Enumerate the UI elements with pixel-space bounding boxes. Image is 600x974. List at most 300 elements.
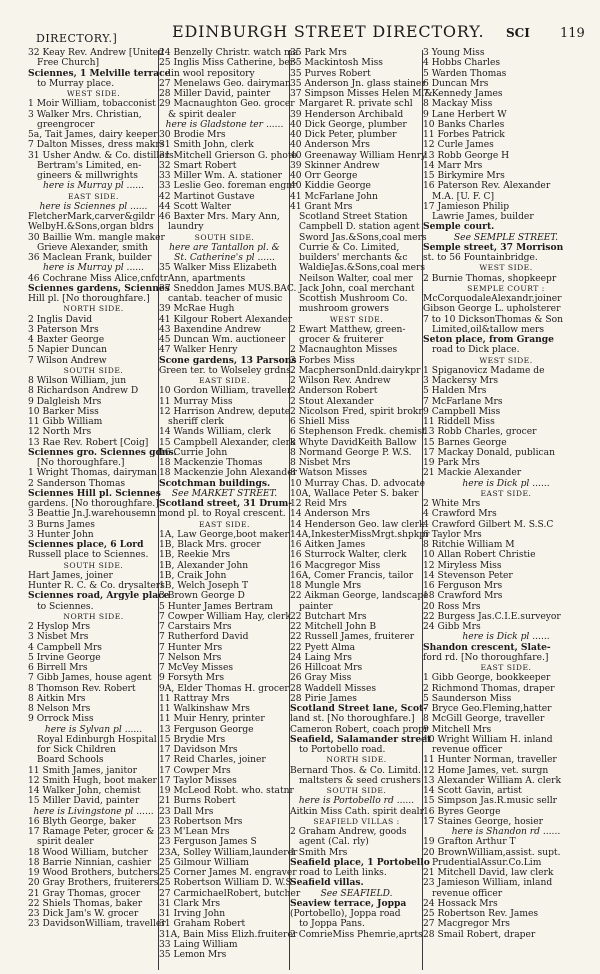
directory-entry: 44 Scott Walter <box>159 201 231 212</box>
street-heading: Sciennes road, Argyle place <box>28 590 170 602</box>
directory-entry: 7 to 10 DicksonThomas & Son <box>423 314 563 325</box>
directory-entry: 33 Laing William <box>159 939 238 950</box>
directory-entry: 25 Robertson William D. W.S <box>159 878 292 889</box>
directory-entry: 6 Stephenson Fredk. chemist <box>290 427 426 438</box>
directory-entry: 11 Smith James, janitor <box>28 765 138 776</box>
directory-entry: 11 Riddell Miss <box>423 417 495 427</box>
directory-entry: 8 Richardson Andrew D <box>28 386 139 397</box>
entry-continuation: to Joppa Pans. <box>299 919 365 930</box>
entry-continuation: spirit dealer <box>37 837 94 848</box>
directory-entry: 15 Campbell Alexander, clerk <box>159 437 296 448</box>
directory-entry: 14 Stevenson Peter <box>423 570 513 581</box>
directory-entry: Hunter R. C. & Co. drysalters <box>28 581 165 591</box>
directory-entry: 1B, Craik John <box>159 570 227 581</box>
entry-continuation: Scottish Mushroom Co. <box>299 294 408 304</box>
directory-entry: 7 McFarlane Mrs <box>423 396 503 407</box>
entry-continuation: to Sciennes. <box>37 601 94 612</box>
directory-entry: mond pl. to Royal crescent. <box>159 509 286 520</box>
directory-entry: 3 Beattie Jn.J.warehousemn <box>28 509 156 520</box>
cross-street-note: here is Murray pl ...... <box>43 263 144 274</box>
directory-entry: 5 Irvine George <box>28 652 101 663</box>
directory-entry: 35 Park Mrs <box>290 48 347 58</box>
entry-continuation: Neilson Walter, coal mer <box>299 273 413 284</box>
directory-entry: 16 Byres George <box>423 806 501 817</box>
directory-entry: 1B, Welch Joseph T <box>159 581 249 591</box>
directory-entry: 37 Sneddon James MUS.BAC. <box>159 283 297 294</box>
directory-entry: 36 Maclean Frank, builder <box>28 253 152 263</box>
directory-entry: 32 Smart Robert <box>159 160 237 171</box>
cross-street-note: St. Catherine's pl ...... <box>174 253 275 263</box>
directory-entry: 6 Taylor Mrs <box>423 529 482 540</box>
directory-entry: 15 Simpson Jas.R.music sellr <box>423 796 558 807</box>
directory-entry: 20 Ross Mrs <box>423 601 481 612</box>
directory-entry: 25 Inglis Miss Catherine, ber- <box>159 58 298 69</box>
directory-entry: 10 Barker Miss <box>28 406 99 417</box>
directory-entry: 41 Kilgour Robert Alexander <box>159 314 293 325</box>
directory-entry: 45 Duncan Wm. auctioneer <box>159 335 286 345</box>
directory-entry: 39 Skinner Andrew <box>290 160 380 171</box>
directory-entry: 23 M'Lean Mrs <box>159 827 230 837</box>
directory-entry: 10 Wright William H. inland <box>423 734 553 745</box>
directory-entry: 7 Nelson Mrs <box>159 652 222 663</box>
directory-entry: 5a, Tait James, dairy keeper <box>28 130 158 140</box>
cross-street-note: here is Livingstone pl ...... <box>33 806 154 817</box>
directory-entry: 1B, Alexander John <box>159 560 249 571</box>
directory-entry: 17 Davidson Mrs <box>159 745 238 755</box>
side-label: EAST SIDE. <box>199 519 250 529</box>
entry-continuation: painter <box>299 601 333 612</box>
directory-entry: 22 Russell James, fruiterer <box>290 632 415 643</box>
directory-entry: st. to 56 Fountainbridge. <box>423 253 538 263</box>
directory-entry: 13 Alexander William A. clerk <box>423 775 561 786</box>
street-heading: Seafield place, 1 Portobello <box>290 856 430 868</box>
cross-street-note: See MARKET STREET. <box>171 488 278 499</box>
directory-entry: 40 Kiddie George <box>290 181 371 192</box>
entry-continuation: Ann, apartments <box>168 273 246 284</box>
directory-entry: 31A, Bain Miss Elizh.fruiterer <box>159 929 298 940</box>
directory-entry: 2 ComrieMiss Phemrie,aprts <box>290 929 423 940</box>
entry-continuation: agent (Cal. rly) <box>299 837 369 848</box>
directory-entry: 22 Mitchell John B <box>290 622 377 632</box>
side-label: SEMPLE COURT : <box>467 283 545 293</box>
directory-entry: 23 Dick Jam's W. grocer <box>28 909 139 919</box>
directory-entry: 41 Grant Mrs <box>290 201 353 212</box>
directory-entry: 17 Mackay Donald, publican <box>423 447 555 458</box>
directory-entry: 15 Birkymire Mrs <box>423 171 505 181</box>
directory-entry: 2 Burnie Thomas, shopkeepr <box>423 273 557 284</box>
directory-entry: 3 Hunter John <box>28 529 94 540</box>
directory-entry: 25 Corner James M. engraver <box>159 868 297 878</box>
directory-entry: 40 Orr George <box>290 171 358 181</box>
directory-entry: Gibson George L. upholsterer <box>423 304 561 315</box>
directory-entry: 40 Dick Peter, plumber <box>290 130 397 140</box>
cross-street-note: here is Portobello rd ...... <box>298 796 415 807</box>
directory-entry: FletcherMark,carver&gildr <box>28 212 155 222</box>
directory-entry: 8 McGill George, traveller <box>423 714 545 725</box>
side-label: SEAFIELD VILLAS : <box>313 816 400 826</box>
directory-entry: 8 Whyte DavidKeith Ballow <box>290 437 417 448</box>
directory-entry: 40 Dick George, plumber <box>290 119 407 130</box>
entry-continuation: & spirit dealer <box>168 109 236 120</box>
street-heading: Scotchman buildings. <box>159 477 271 489</box>
directory-entry: 5 Saunderson Miss <box>423 693 512 704</box>
directory-entry: 29 Macnaughton Geo. grocer <box>159 99 295 110</box>
entry-continuation: Scotland Street Station <box>299 212 408 222</box>
street-heading: Sciennes, 1 Melville terrace <box>28 67 171 79</box>
street-heading: Seafield, Salamander street <box>290 733 432 745</box>
side-label: WEST SIDE. <box>479 355 533 365</box>
entry-continuation: Board Schools <box>37 755 104 766</box>
directory-entry: 23 Robertson Mrs <box>159 816 243 827</box>
column-1 <box>28 48 177 974</box>
directory-entry: 9 Forsyth Mrs <box>159 673 225 684</box>
entry-continuation: builders' merchants &c <box>299 253 408 263</box>
entry-continuation: grocer & fruiterer <box>299 335 384 345</box>
directory-entry: 2 Nicolson Fred, spirit brokr <box>290 406 423 417</box>
street-heading: Shandon crescent, Slate- <box>423 641 551 653</box>
side-label: SOUTH SIDE. <box>63 365 124 375</box>
directory-entry: 16A, Comer Francis, tailor <box>290 570 414 581</box>
directory-entry: 11 Walkinshaw Mrs <box>159 704 250 714</box>
entry-continuation: Free Church] <box>37 58 100 69</box>
directory-entry: 8 Normand George P. W.S. <box>290 447 412 458</box>
directory-entry: 17 Reid Charles, joiner <box>159 755 266 766</box>
directory-entry: 7 Cowper William Hay, clerk <box>159 611 291 622</box>
directory-entry: 5 Warden Thomas <box>423 68 507 79</box>
directory-entry: 31 Irving John <box>159 909 226 919</box>
directory-entry: 42 Martinot Gustave <box>159 191 255 202</box>
entry-continuation: laundry <box>168 222 204 233</box>
directory-entry: Hill pl. [No thoroughfare.] <box>28 294 150 304</box>
entry-continuation: WaldieJas.&Sons,coal mers <box>299 263 426 274</box>
entry-continuation: lin wool repository <box>168 68 255 79</box>
entry-continuation: Lawrie James, builder <box>432 212 534 222</box>
directory-entry: 28 Miller David, painter <box>159 89 271 99</box>
directory-entry: 18 Wood William, butcher <box>28 847 148 858</box>
directory-entry: 12 Harrison Andrew, depute <box>159 406 291 417</box>
entry-continuation: greengrocer <box>37 119 95 130</box>
directory-entry: 18 Crawford Mrs <box>423 591 503 602</box>
directory-entry: 3 Burns James <box>28 519 95 530</box>
directory-entry: 4 Crawford Mrs <box>423 509 497 520</box>
directory-entry: 39 McRae Hugh <box>159 304 235 315</box>
directory-entry: 7 Rutherford David <box>159 632 249 643</box>
directory-entry: 10A, Wallace Peter S. baker <box>290 488 419 499</box>
directory-entry: Cameron Robert, coach propr <box>290 724 429 735</box>
directory-entry: 2 Graham Andrew, goods <box>290 827 407 837</box>
directory-entry: 22 Burgess Jas.C.I.E.surveyor <box>423 611 561 622</box>
directory-entry: 47 Walker Henry <box>159 345 238 356</box>
side-label: WEST SIDE. <box>66 89 121 98</box>
directory-entry: 17 Cowper Mrs <box>159 765 231 776</box>
directory-entry: 21 Burns Robert <box>159 796 236 807</box>
side-label: EAST SIDE. <box>199 376 250 385</box>
directory-entry: 19 Wood Brothers, butchers <box>28 868 159 878</box>
directory-entry: 43 Baxendine Andrew <box>159 324 261 335</box>
directory-entry: 37 Simpson Misses Helen M.& <box>290 89 433 99</box>
directory-entry: 2 Wilson Rev. Andrew <box>290 376 391 386</box>
directory-entry: 24 Laing Mrs <box>290 652 352 663</box>
directory-entry: 8 Ritchie William M <box>423 540 515 550</box>
directory-entry: 31 Mitchell Grierson G. photo <box>159 150 297 161</box>
directory-entry: 35 Anderson Jn. glass stainer <box>290 78 426 89</box>
directory-entry: (Portobello), Joppa road <box>290 909 401 919</box>
directory-entry: gardens. [No thoroughfare.] <box>28 499 159 509</box>
directory-entry: 16 Ferguson Mrs <box>423 581 503 591</box>
directory-entry: 23 Ferguson James S <box>159 837 257 848</box>
directory-entry: 18 Mungle Mrs <box>290 581 362 591</box>
street-heading: Scotland street, 31 Drum- <box>159 498 293 509</box>
directory-entry: 15 Barnes George <box>423 437 507 448</box>
entry-continuation: Margaret R. private schl <box>299 99 413 110</box>
directory-entry: 14 Anderson Mrs <box>290 509 370 520</box>
column-4 <box>423 48 589 974</box>
cross-street-note: here is Shandon rd ...... <box>451 827 561 837</box>
directory-entry: 27 Menelaws Geo. dairyman <box>159 78 291 89</box>
directory-entry: 35 Lemon Mrs <box>159 950 227 960</box>
directory-entry: 9 Orrock Miss <box>28 714 94 725</box>
entry-continuation: Currie & Co. Limited, <box>299 242 400 253</box>
directory-entry: 7 Carstairs Mrs <box>159 622 232 632</box>
directory-entry: McCorquodaleAlexandr.joiner <box>423 294 562 304</box>
directory-entry: 9 Lane Herbert W <box>423 109 507 120</box>
directory-entry: 20 BrownWilliam,assist. supt. <box>423 847 561 858</box>
directory-entry: 16 Paterson Rev. Alexander <box>423 181 551 192</box>
directory-entry: 2 Macnaughton Misses <box>290 345 398 356</box>
directory-entry: 11 Muir Henry, printer <box>159 714 265 725</box>
directory-entry: 7 Gibb James, house agent <box>28 673 152 684</box>
directory-entry: 46 Baxter Mrs. Mary Ann, <box>159 212 280 222</box>
directory-entry: 40 Greenaway William Henry <box>290 150 427 161</box>
directory-entry: 26 Gray Miss <box>290 673 352 684</box>
directory-entry: 8 Nelson Mrs <box>28 704 91 714</box>
side-label: SOUTH SIDE. <box>63 560 124 570</box>
cross-street-note: here is Murray pl ...... <box>43 181 144 192</box>
directory-entry: Aitkin Miss Cath. spirit dealr <box>290 806 424 817</box>
directory-entry: 8 Nisbet Mrs <box>290 458 351 468</box>
directory-entry: 2 Richmond Thomas, draper <box>423 683 555 694</box>
street-heading: Scone gardens, 13 Parsons <box>159 354 297 366</box>
directory-entry: 2 Stout Alexander <box>290 396 374 407</box>
side-label: SOUTH SIDE. <box>326 786 387 795</box>
cross-street-note: here is Dick pl ...... <box>462 478 550 489</box>
directory-entry: 10 Allan Robert Christie <box>423 550 536 561</box>
cross-street-note: here are Tantallon pl. & <box>169 242 280 253</box>
directory-entry: 8 Wilson William, jun <box>28 376 127 386</box>
directory-entry: 7 Dalton Misses, dress makrs <box>28 140 165 151</box>
directory-entry: 11 Rattray Mrs <box>159 693 230 704</box>
side-label: NORTH SIDE. <box>63 611 124 621</box>
directory-entry: Russell place to Sciennes. <box>28 550 149 561</box>
directory-entry: 16 Currie John <box>159 447 228 458</box>
directory-entry: 32 Keay Rev. Andrew [United <box>28 48 164 58</box>
directory-entry: 17 Taylor Misses <box>159 775 237 786</box>
directory-entry: Green ter. to Wolseley grdns. <box>159 365 294 376</box>
page-title: EDINBURGH STREET DIRECTORY. <box>172 22 485 41</box>
directory-entry: 2 Anderson Robert <box>290 386 378 397</box>
entry-continuation: maltsters & seed crushers <box>299 775 421 786</box>
directory-entry: 41 McFarlane John <box>290 191 378 202</box>
directory-entry: 10 Banks Charles <box>423 119 505 130</box>
directory-entry: 1 Moir William, tobacconist <box>28 99 156 110</box>
directory-entry: 2 Ewart Matthew, green- <box>290 324 406 335</box>
directory-entry: 3 Young Miss <box>423 48 485 58</box>
directory-entry: 12 Reid Mrs <box>290 499 347 509</box>
side-label: SOUTH SIDE. <box>194 232 255 242</box>
directory-entry: 5 Hunter James Bertram <box>159 601 274 612</box>
directory-entry: 5 Halden Mrs <box>423 386 487 397</box>
cross-street-note: here is Sylvan pl ...... <box>44 724 143 735</box>
directory-entry: 31 Clark Mrs <box>159 898 221 909</box>
directory-entry: 22 Pyett Alma <box>290 642 356 653</box>
directory-entry: 13 Rae Rev. Robert [Coig] <box>28 437 149 448</box>
page-header <box>0 0 600 48</box>
directory-entry: 31 Usher Andw. & Co. distillers <box>28 150 174 161</box>
directory-entry: 14 Scott Gavin, artist <box>423 786 522 796</box>
directory-entry: 22 Shiels Thomas, baker <box>28 898 143 909</box>
directory-entry: 16 Macgregor Miss <box>290 560 381 571</box>
directory-entry: 46 Cochrane Miss Alice,cnfctr <box>28 273 168 284</box>
cross-street-note: here is Gladstone ter ...... <box>165 119 284 130</box>
directory-entry: 27 CarmichaelRobert, butcher <box>159 888 301 899</box>
street-heading: Sciennes gardens, Sciennes <box>28 282 170 294</box>
directory-entry: 3 Mackersy Mrs <box>423 376 499 386</box>
directory-entry: 8 Watson Misses <box>290 468 368 479</box>
entry-continuation: cantab. teacher of music <box>168 294 283 304</box>
entry-continuation: for Sick Children <box>37 745 117 755</box>
street-heading: Scotland Street lane, Scot- <box>290 703 428 714</box>
entry-continuation: Campbell D. station agent <box>299 222 420 233</box>
side-label: EAST SIDE. <box>480 663 532 672</box>
directory-entry: 7 McVey Misses <box>159 663 234 673</box>
directory-entry: 21 Gray Thomas, grocer <box>28 888 141 899</box>
directory-entry: 23 DavidsonWilliam, traveller <box>28 919 166 930</box>
entry-continuation: Jack John, coal merchant <box>299 283 415 294</box>
directory-entry: 9A, Elder Thomas H. grocer <box>159 683 289 694</box>
directory-entry: 31 Graham Robert <box>159 919 246 930</box>
street-heading: Semple street, 37 Morrison <box>423 241 564 253</box>
entry-continuation: M.A. [U. F. C] <box>432 191 495 202</box>
entry-continuation: revenue officer <box>432 745 503 755</box>
directory-entry: 11 Gibb William <box>28 417 103 427</box>
directory-entry: 19 Park Mrs <box>423 458 480 468</box>
directory-entry: 14 Henderson Geo. law clerk <box>290 519 425 530</box>
directory-entry: 1 Wright Thomas, dairyman <box>28 468 157 479</box>
directory-entry: 23 Dall Mrs <box>159 806 214 817</box>
directory-entry: 24 Gibb Mrs <box>423 622 481 632</box>
directory-entry: 3 Nisbet Mrs <box>28 632 89 643</box>
directory-entry: 7 Bryce Geo.Fleming,hatter <box>423 704 552 714</box>
directory-entry: 20 Gray Brothers, fruiterers <box>28 878 159 889</box>
entry-continuation: Bertram's Limited, en- <box>37 160 142 171</box>
directory-entry: 17 Jamieson Philip <box>423 201 510 212</box>
street-heading: Seaview terrace, Joppa <box>290 897 407 909</box>
directory-entry: 35 Walker Miss Elizabeth <box>159 263 277 274</box>
directory-entry: 4 Crawford Gilbert M. S.S.C <box>423 519 554 530</box>
directory-entry: 27 Macgregor Mrs <box>423 919 510 930</box>
directory-entry: 11 Hunter Norman, traveller <box>423 755 557 766</box>
directory-entry: 9 Mitchell Mrs <box>423 724 492 735</box>
directory-entry: 2 Forbes Miss <box>290 355 355 366</box>
directory-entry: 9 Dalgleish Mrs <box>28 396 102 407</box>
street-heading: Seton place, from Grange <box>423 334 554 345</box>
side-label: EAST SIDE. <box>480 488 532 498</box>
entry-continuation: PrudentialAssur.Co.Lim <box>432 857 542 868</box>
directory-entry: 8 Thomson Rev. Robert <box>28 683 136 694</box>
entry-continuation: mushroom growers <box>299 304 389 315</box>
entry-continuation: road to Leith links. <box>299 868 387 878</box>
directory-entry: WelbyH.&Sons,organ bldrs <box>28 222 154 233</box>
directory-entry: 17 Ramage Peter, grocer & <box>28 827 155 837</box>
directory-entry: 15 Brydie Mrs <box>159 734 226 745</box>
entry-continuation: Grieve Alexander, smith <box>37 242 148 253</box>
directory-entry: 17 Staines George, hosier <box>423 816 543 827</box>
entry-continuation: Sword Jas.&Sons,coal mers <box>299 232 427 243</box>
directory-entry: 13 Robb George H <box>423 150 510 161</box>
entry-continuation: sheriff clerk <box>168 417 224 427</box>
directory-entry: 21 Mackie Alexander <box>423 468 522 479</box>
directory-entry: 12 Smith Hugh, boot maker <box>28 775 157 786</box>
entry-continuation: Royal Edinburgh Hospital <box>37 734 157 745</box>
directory-entry: 1 Smith Mrs <box>290 847 348 858</box>
directory-entry: 26 Hillcoat Mrs <box>290 663 363 673</box>
directory-entry: 16 Blyth George, baker <box>28 816 136 827</box>
directory-entry: 10 Murray Chas. D. advocate <box>290 478 426 489</box>
side-label: WEST SIDE. <box>479 263 533 273</box>
cross-street-note: See SEAFIELD. <box>320 888 393 899</box>
street-heading: Semple court. <box>423 221 495 233</box>
directory-entry: 28 Pirie James <box>290 693 357 704</box>
directory-entry: 1 Spiganovicz Madame de <box>423 365 545 376</box>
directory-entry: 14A,InkesterMissMrgt.shpkpr <box>290 529 430 540</box>
directory-entry: 28 Waddell Misses <box>290 683 377 694</box>
directory-entry: 23 Jamieson William, inland <box>423 878 553 889</box>
directory-entry: 13 Robb Charles, grocer <box>423 427 537 438</box>
entry-continuation: gineers & millwrights <box>37 171 138 181</box>
directory-entry: 31 Smith John, clerk <box>159 140 254 151</box>
header-left: DIRECTORY.] <box>36 32 118 45</box>
directory-entry: 7 Hunter Mrs <box>159 642 223 653</box>
directory-entry: 2 Inglis David <box>28 314 93 325</box>
directory-entry: 11 Forbes Patrick <box>423 130 505 140</box>
directory-entry: 22 Aikman George, landscape <box>290 591 429 602</box>
directory-entry: 19 McLeod Robt. who. statnr <box>159 786 294 796</box>
side-label: NORTH SIDE. <box>63 304 124 314</box>
directory-entry: 16 Aitken James <box>290 540 366 550</box>
directory-entry: 22 Butchart Mrs <box>290 611 367 622</box>
directory-entry: land st. [No thoroughfare.] <box>290 714 415 725</box>
column-3 <box>290 48 433 974</box>
directory-entry: 1A, Law George,boot maker <box>159 529 289 540</box>
directory-entry: 30 Baillie Wm. mangle maker <box>28 232 165 243</box>
directory-entry: 6 Duncan Mrs <box>423 78 489 89</box>
entry-continuation: [No thoroughfare.] <box>37 458 125 468</box>
directory-entry: 2 White Mrs <box>423 499 481 509</box>
directory-entry: 16 Sturrock Walter, clerk <box>290 550 407 561</box>
directory-entry: 1B, Reekie Mrs <box>159 550 231 561</box>
directory-entry: 33 Miller Wm. A. stationer <box>159 171 283 181</box>
entry-continuation: to Portobello road. <box>299 745 386 755</box>
directory-entry: 24 Hossack Mrs <box>423 898 498 909</box>
directory-entry: 4 Campbell Mrs <box>28 642 102 653</box>
directory-entry: 7 Wilson Andrew <box>28 355 107 366</box>
directory-entry: 35 Purves Robert <box>290 68 371 79</box>
directory-entry: 14 Walker John, chemist <box>28 786 141 796</box>
directory-entry: 28 Smail Robert, draper <box>423 929 536 940</box>
section-label: SCI <box>506 26 530 40</box>
directory-entry: 18 Mackenzie John Alexander <box>159 468 298 479</box>
directory-entry: 14 Wands William, clerk <box>159 427 271 438</box>
